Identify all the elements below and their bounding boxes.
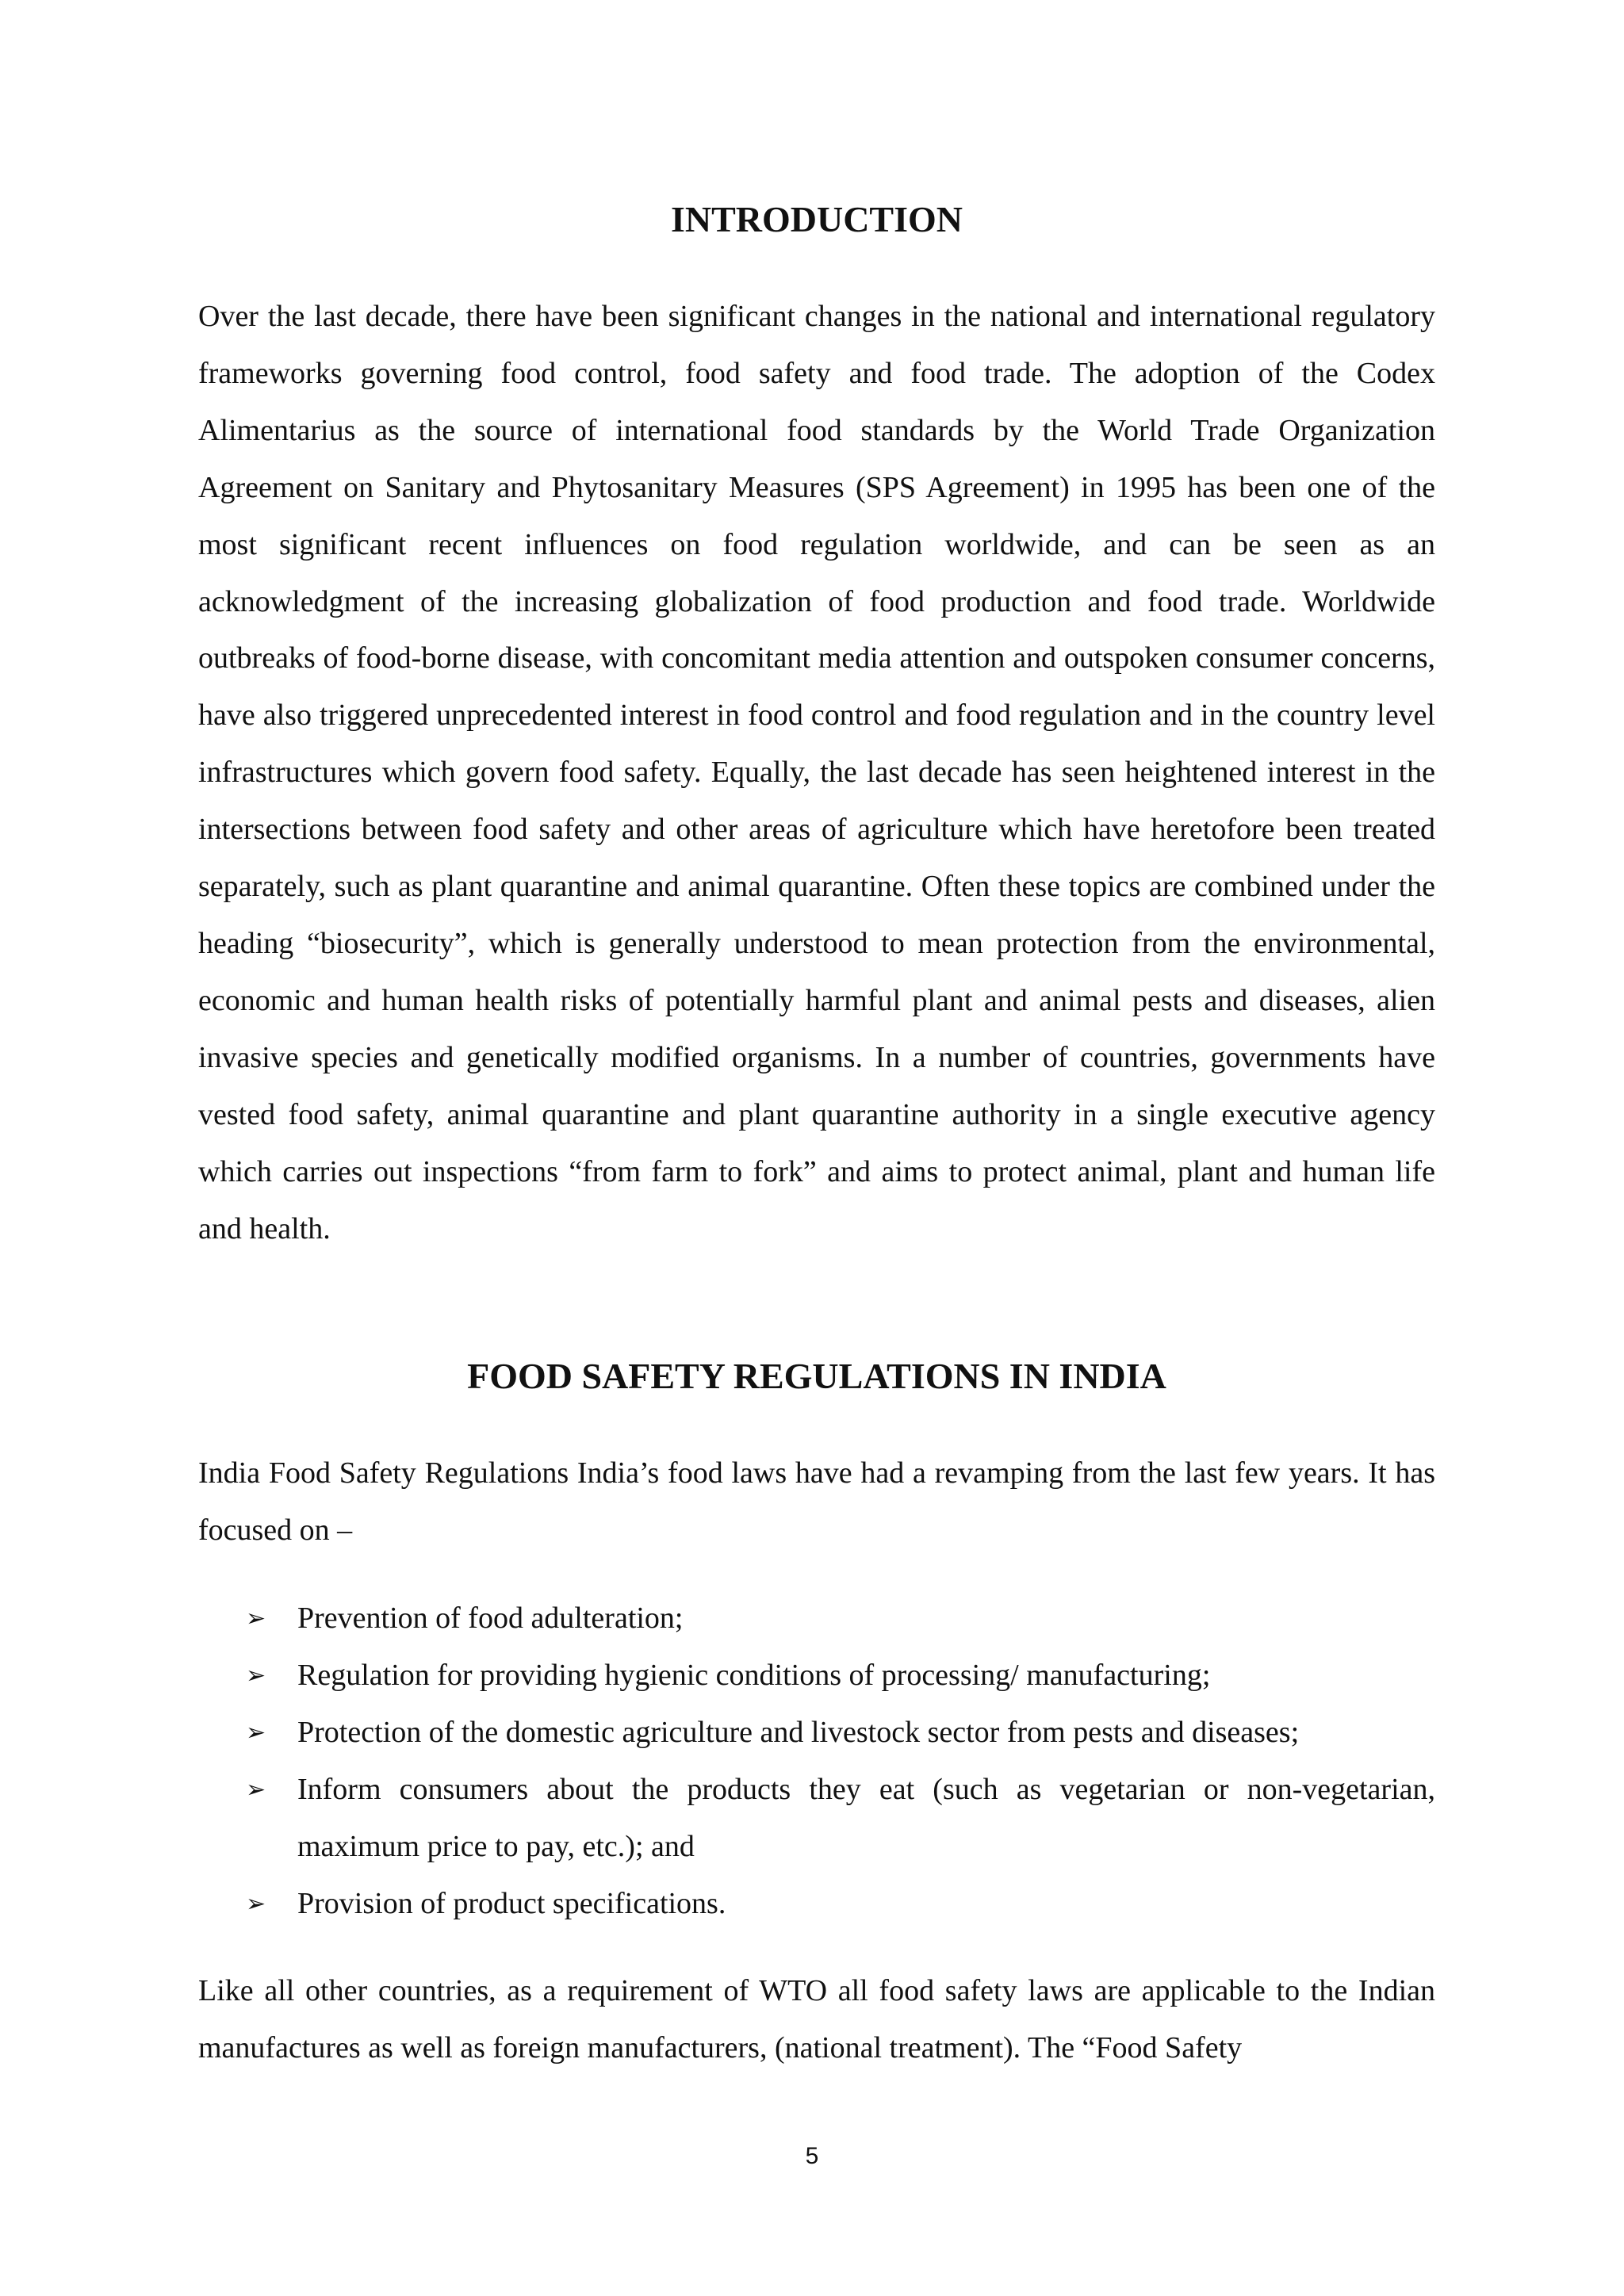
closing-paragraph: Like all other countries, as a requirement of WTO all food safety laws are applicable to the Indian manufactures as well as foreign manufacturers, (national treatment). The “Food Safety	[198, 1974, 1435, 2064]
list-item	[198, 1762, 1435, 1876]
list-item-text: Prevention of food adulteration;	[297, 1601, 684, 1635]
arrowhead-bullet-icon: ➢	[246, 1661, 266, 1689]
arrowhead-bullet-icon: ➢	[246, 1718, 266, 1747]
arrowhead-bullet-icon: ➢	[246, 1775, 266, 1804]
list-item	[198, 1876, 1435, 1933]
introduction-paragraph: Over the last decade, there have been significant changes in the national and international regulatory frameworks governing food control, food safety and food trade. The adoption of the Codex Alimentarius as the source of international food standards by the World Trade Organization Agreement on Sanitary and Phytosanitary Measures (SPS Agreement) in 1995 has been one of the most significant recent influences on food regulation worldwide, and can be seen as an acknowledgment of the increasing globalization of food production and food trade. Worldwide outbreaks of food-borne disease, with concomitant media attention and outspoken consumer concerns, have also triggered unprecedented interest in food control and food regulation and in the country level infrastructures which govern food safety. Equally, the last decade has seen heightened interest in the intersections between food safety and other areas of agriculture which have heretofore been treated separately, such as plant quarantine and animal quarantine. Often these topics are combined under the heading “biosecurity”, which is generally understood to mean protection from the environmental, economic and human health risks of potentially harmful plant and animal pests and diseases, alien invasive species and genetically modified organisms. In a number of countries, governments have vested food safety, animal quarantine and plant quarantine authority in a single executive agency which carries out inspections “from farm to fork” and aims to protect animal, plant and human life and health.	[198, 300, 1435, 1246]
list-item	[198, 1647, 1435, 1705]
arrowhead-bullet-icon: ➢	[246, 1605, 266, 1632]
list-item-text: Provision of product specifications.	[297, 1886, 726, 1920]
list-item-text: Regulation for providing hygienic conditions of processing/ manufacturing;	[297, 1658, 1211, 1692]
focus-bullet-list	[198, 1590, 1435, 1932]
page-number: 5	[805, 2143, 819, 2169]
list-item-text: Protection of the domestic agriculture and livestock sector from pests and diseases;	[297, 1715, 1300, 1749]
food-safety-intro-paragraph: India Food Safety Regulations India’s food laws have had a revamping from the last few years. It has focused on –	[198, 1456, 1435, 1547]
arrowhead-bullet-icon: ➢	[246, 1889, 266, 1918]
food-safety-india-heading: FOOD SAFETY REGULATIONS IN INDIA	[467, 1356, 1166, 1396]
list-item	[198, 1590, 1435, 1647]
list-item-text: Inform consumers about the products they eat (such as vegetarian or non-vegetarian, maximum price to pay, etc.); and	[297, 1772, 1435, 1863]
list-item	[198, 1705, 1435, 1762]
introduction-heading: INTRODUCTION	[670, 199, 963, 239]
